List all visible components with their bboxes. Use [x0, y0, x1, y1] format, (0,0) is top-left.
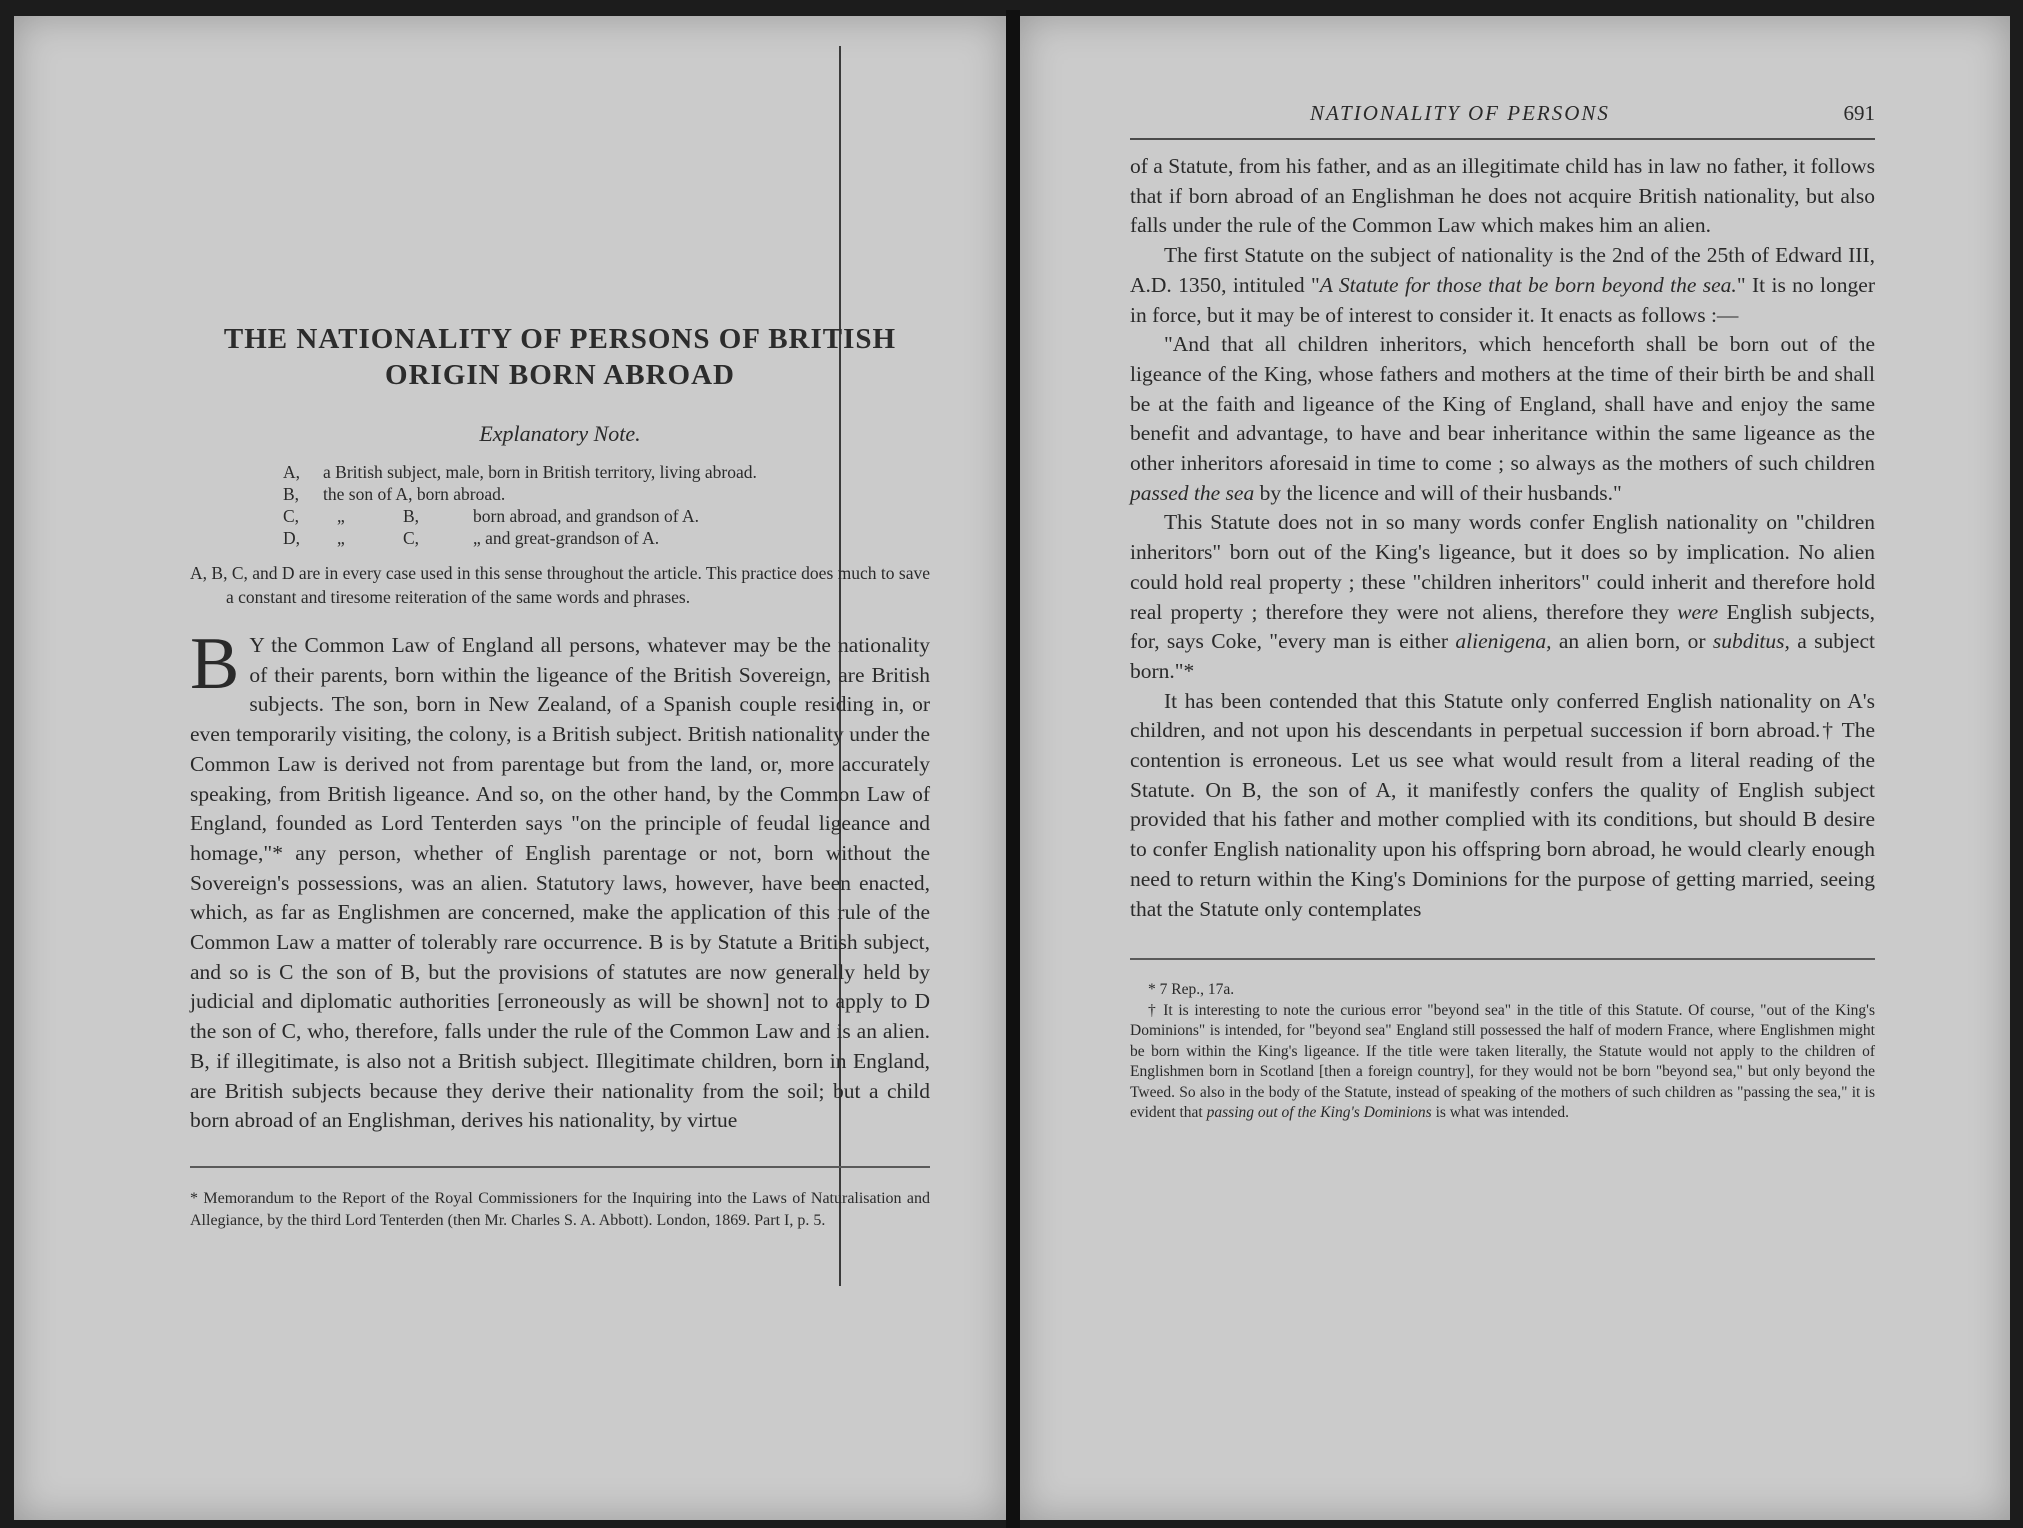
text-run: by the licence and will of their husbands." — [1254, 480, 1622, 505]
page-number: 691 — [1843, 101, 1875, 125]
left-page-content — [190, 321, 930, 1232]
statute-quote — [1130, 330, 1875, 508]
statute-title: A Statute for those that be born beyond the sea. — [1319, 272, 1737, 297]
note-text: the son of A, born abroad. — [323, 484, 506, 504]
footnote — [1130, 1001, 1875, 1124]
right-body-text — [1130, 152, 1875, 924]
note-letter: C, — [283, 506, 300, 526]
italic-phrase: subditus, — [1712, 629, 1790, 654]
explanatory-note-heading: Explanatory Note. — [479, 421, 641, 446]
ditto-mark: „ — [337, 528, 345, 548]
footnote-rule — [1130, 958, 1875, 960]
text-run: The first Statute on the subject of nationality is the 2nd of the 25th of Edward III, A.D. 1350, intituled " — [1130, 243, 1875, 297]
note-ref-letter: B, — [403, 506, 420, 526]
text-run: an alien born, or — [1551, 629, 1713, 654]
note-line — [283, 461, 930, 483]
italic-phrase: alienigena, — [1455, 629, 1552, 654]
running-head — [1130, 101, 1875, 140]
explanatory-note-list — [283, 461, 930, 549]
left-page — [14, 16, 1006, 1520]
body-paragraph: Y the Common Law of England all persons, whatever may be the nationality of their parents, born within the ligeance of the British Sovereign, are British subjects. The son, born in New Zealand, of a Spanish couple residing in, or even temporarily visiting, the colony, is a British subject. British nationality under the Common Law is derived not from parentage but from the land, or, more accurately speaking, from British ligeance. And so, on the other hand, by the Common Law of England, founded as Lord Tenterden says "on the principle of feudal ligeance and homage,"* any person, whether of English parentage or not, born without the Sovereign's possessions, was an alien. Statutory laws, however, have been enacted, which, as far as Englishmen are concerned, make the application of this rule of the Common Law a matter of tolerably rare occurrence. B is by Statute a British subject, and so is C the son of B, but the provisions of statutes are now generally held by judicial and diplomatic authorities [erroneously as will be shown] not to apply to D the son of C, who, therefore, falls under the rule of the Common Law and is an alien. B, if illegitimate, is also not a British subject. Illegitimate children, born in England, are British subjects because they derive their nationality from the soil; but a child born abroad of an Englishman, derives his nationality, by virtue — [190, 633, 930, 1133]
note-ref-letter: C, — [403, 528, 420, 548]
note-letter: D, — [283, 528, 301, 548]
title-line-2: ORIGIN BORN ABROAD — [385, 359, 735, 391]
ditto-mark: „ — [337, 506, 345, 526]
right-page — [1020, 16, 2010, 1520]
left-body-text — [190, 623, 930, 1136]
note-line — [283, 483, 930, 505]
right-page-content — [1130, 101, 1875, 1124]
text-run: " It is no longer in force, but it may be of interest to consider it. It enacts as follows :— — [1130, 272, 1875, 327]
body-paragraph: It has been contended that this Statute only conferred English nationality on A's children, and not upon his descendants in perpetual succession if born abroad.† The contention is erroneous. Let us see what would result from a literal reading of the Statute. On B, the son of A, it manifestly confers the quality of English subject provided that his father and mother complied with its conditions, but should B desire to confer English nationality upon his offspring born abroad, he would clearly enough need to return within the King's Dominions for the purpose of getting married, seeing that the Statute only contemplates — [1130, 688, 1875, 921]
footnote: * 7 Rep., 17a. — [1148, 981, 1235, 999]
footnote-rule — [190, 1166, 930, 1168]
note-line — [283, 527, 930, 549]
note-text: „ and great-grandson of A. — [473, 528, 660, 548]
text-run: This Statute does not in so many words confer English nationality on "children inheritors" born out of the King's ligeance, but it does so by implication. No alien could hold real property ; these "children inheritors" could inherit and therefore hold real property ; therefore they were not aliens, therefore they — [1130, 510, 1875, 624]
text-run: English subjects, for, says Coke, "every man is either — [1130, 599, 1875, 654]
article-title — [190, 321, 930, 393]
text-run: a subject born."* — [1130, 629, 1875, 683]
body-paragraph — [1130, 508, 1875, 686]
text-run: "And that all children inheritors, which henceforth shall be born out of the ligeance of the King, whose fathers and mothers at the time of their birth be and shall be at the faith and ligeance of the King of England, shall have and enjoy the same benefit and advantage, to have and bear inheritance within the same ligeance as the other inheritors aforesaid in time to come ; so always as the mothers of such children — [1130, 332, 1875, 476]
italic-phrase: were — [1677, 599, 1719, 624]
body-paragraph: of a Statute, from his father, and as an illegitimate child has in law no father, it follows that if born abroad of an Englishman he does not acquire British nationality, but also falls under the rule of the Common Law which makes him an alien. — [1130, 154, 1875, 238]
italic-phrase: passed the sea — [1130, 480, 1255, 505]
right-footnotes — [1130, 980, 1875, 1124]
title-line-1: THE NATIONALITY OF PERSONS OF BRITISH — [223, 323, 897, 355]
note-line — [283, 505, 930, 527]
note-letter: B, — [283, 484, 300, 504]
note-letter: A, — [283, 462, 301, 482]
note-text: a British subject, male, born in British territory, living abroad. — [323, 462, 757, 482]
running-head-title: NATIONALITY OF PERSONS — [1310, 101, 1610, 125]
book-gutter — [1006, 10, 1020, 1528]
left-footnote: * Memorandum to the Report of the Royal Commissioners for the Inquiring into the Laws of Naturalisation and Allegiance, by the third Lord Tenterden (then Mr. Charles S. A. Abbott). London, 1869. Part I, p. 5. — [190, 1189, 930, 1229]
text-run: † It is interesting to note the curious error "beyond sea" in the title of this Statute. Of course, "out of the King's Dominions" is intended, for "beyond sea" England still possessed the half of modern France, where Englishmen might be born within the King's ligeance. If the title were taken literally, the Statute would not apply to the children of Englishmen born in Scotland [then a foreign country], for they would not be born "beyond sea," but only beyond the Tweed. So also in the body of the Statute, instead of speaking of the mothers of such children as "passing the sea," it is evident that — [1130, 1001, 1875, 1122]
drop-cap: B — [190, 623, 240, 705]
body-paragraph — [1130, 241, 1875, 330]
text-run: is what was intended. — [1431, 1104, 1570, 1122]
note-text: born abroad, and grandson of A. — [473, 506, 699, 526]
explanatory-note-paragraph: A, B, C, and D are in every case used in this sense throughout the article. This practice does much to save a constant and tiresome reiteration of the same words and phrases. — [190, 563, 930, 607]
italic-phrase: passing out of the King's Dominions — [1206, 1104, 1432, 1122]
